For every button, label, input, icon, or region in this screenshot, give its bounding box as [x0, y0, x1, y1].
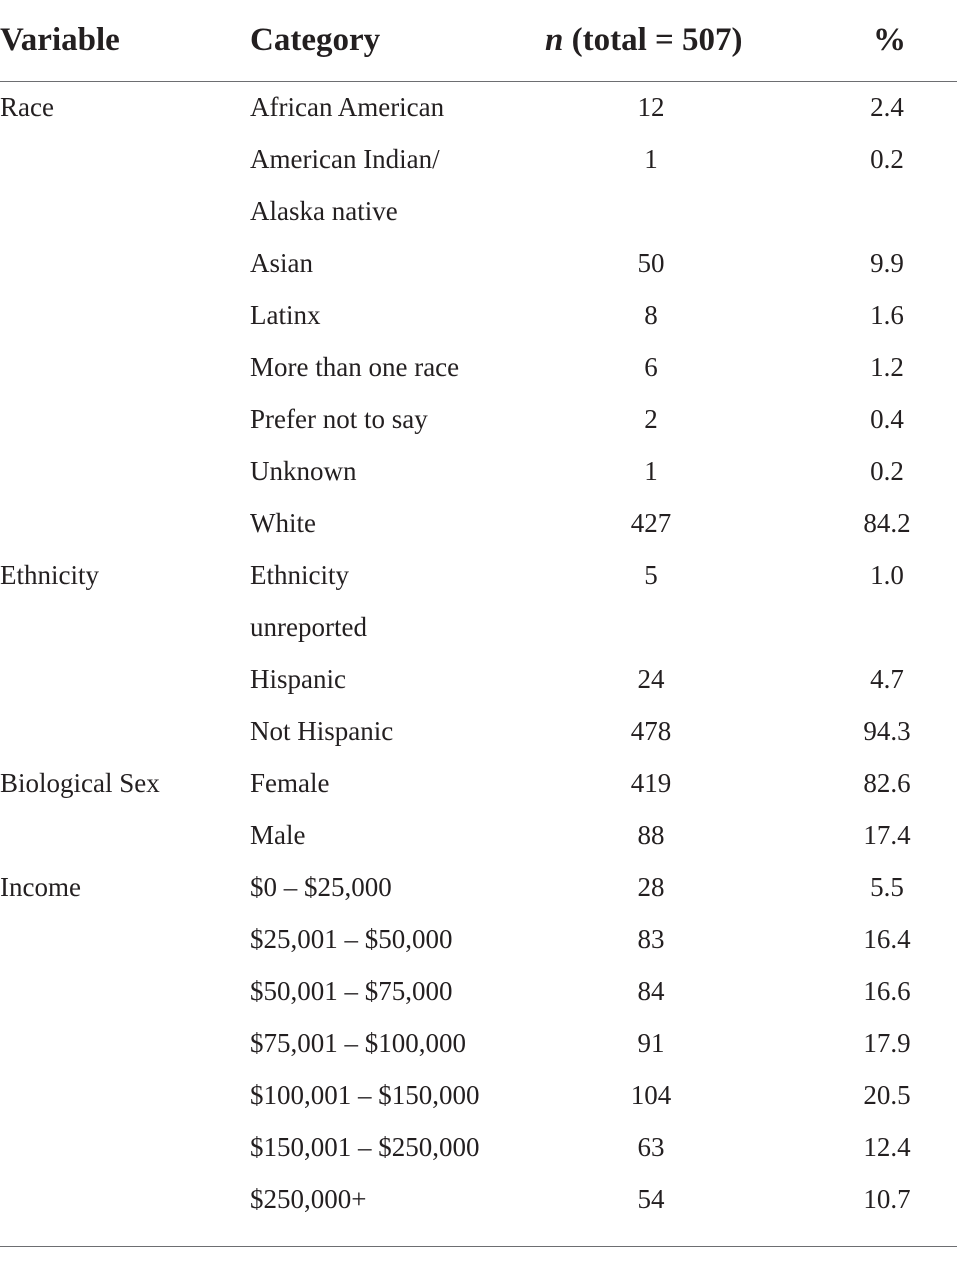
table-row — [0, 758, 957, 810]
cell-percent: 16.4 — [863, 924, 911, 954]
cell-percent: 17.4 — [863, 820, 911, 850]
cell-percent: 16.6 — [863, 976, 911, 1006]
header-n-rest: (total = 507) — [563, 22, 743, 58]
cell-n: 83 — [637, 924, 665, 954]
cell-n: 91 — [637, 1028, 665, 1058]
cell-n: 12 — [637, 92, 665, 122]
cell-n: 478 — [630, 716, 672, 746]
cell-percent: 1.2 — [870, 352, 904, 382]
cell-category: $250,000+ — [250, 1184, 367, 1214]
cell-n: 419 — [630, 768, 672, 798]
cell-variable: Biological Sex — [0, 768, 160, 798]
table-row — [0, 654, 957, 706]
cell-category: Latinx — [250, 300, 321, 330]
cell-category: Ethnicity unreported — [250, 560, 367, 642]
cell-category: Unknown — [250, 456, 357, 486]
table-row — [0, 238, 957, 290]
cell-percent: 0.4 — [870, 404, 904, 434]
header-n-italic: n — [545, 22, 564, 58]
cell-variable: Ethnicity — [0, 560, 99, 590]
cell-percent: 1.0 — [870, 560, 904, 590]
cell-category: American Indian/ Alaska native — [250, 144, 440, 226]
table-row — [0, 290, 957, 342]
header-n-total — [545, 20, 743, 60]
cell-percent: 94.3 — [863, 716, 911, 746]
table-row — [0, 498, 957, 550]
cell-category: $50,001 – $75,000 — [250, 976, 453, 1006]
cell-percent: 84.2 — [863, 508, 911, 538]
cell-percent: 5.5 — [870, 872, 904, 902]
cell-n: 427 — [630, 508, 672, 538]
cell-percent: 4.7 — [870, 664, 904, 694]
cell-n: 6 — [644, 352, 658, 382]
table-row — [0, 1174, 957, 1226]
cell-n: 2 — [644, 404, 658, 434]
cell-n: 84 — [637, 976, 665, 1006]
cell-category: $100,001 – $150,000 — [250, 1080, 480, 1110]
cell-category: $25,001 – $50,000 — [250, 924, 453, 954]
cell-n: 24 — [637, 664, 665, 694]
cell-percent: 10.7 — [863, 1184, 911, 1214]
table-row — [0, 394, 957, 446]
cell-n: 28 — [637, 872, 665, 902]
table-row — [0, 82, 957, 134]
cell-percent: 17.9 — [863, 1028, 911, 1058]
cell-category: Female — [250, 768, 330, 798]
table-row — [0, 810, 957, 862]
cell-n: 8 — [644, 300, 658, 330]
cell-n: 50 — [637, 248, 665, 278]
table-row — [0, 862, 957, 914]
table-row — [0, 1070, 957, 1122]
table-header-row — [0, 0, 957, 82]
table-bottom-rule — [0, 1246, 957, 1247]
cell-category: Asian — [250, 248, 313, 278]
cell-category: White — [250, 508, 316, 538]
cell-category: $0 – $25,000 — [250, 872, 392, 902]
cell-percent: 0.2 — [870, 144, 904, 174]
cell-category: $150,001 – $250,000 — [250, 1132, 480, 1162]
cell-category: Hispanic — [250, 664, 346, 694]
cell-category: More than one race — [250, 352, 460, 382]
table-row — [0, 134, 957, 238]
cell-n: 5 — [644, 560, 658, 590]
cell-variable: Income — [0, 872, 81, 902]
cell-percent: 12.4 — [863, 1132, 911, 1162]
cell-n: 88 — [637, 820, 665, 850]
header-category: Category — [250, 22, 381, 58]
cell-n: 54 — [637, 1184, 665, 1214]
cell-percent: 2.4 — [870, 92, 904, 122]
table-row — [0, 706, 957, 758]
cell-n: 104 — [630, 1080, 672, 1110]
header-percent: % — [873, 22, 906, 58]
table-row — [0, 966, 957, 1018]
header-variable: Variable — [0, 22, 120, 58]
cell-percent: 20.5 — [863, 1080, 911, 1110]
table-row — [0, 914, 957, 966]
cell-percent: 9.9 — [870, 248, 904, 278]
cell-n: 1 — [644, 144, 658, 174]
table-row — [0, 550, 957, 654]
cell-n: 1 — [644, 456, 658, 486]
cell-variable: Race — [0, 92, 54, 122]
table-row — [0, 1018, 957, 1070]
cell-category: Not Hispanic — [250, 716, 394, 746]
cell-category: African American — [250, 92, 445, 122]
cell-category: Prefer not to say — [250, 404, 428, 434]
table-row — [0, 342, 957, 394]
cell-percent: 1.6 — [870, 300, 904, 330]
cell-category: $75,001 – $100,000 — [250, 1028, 466, 1058]
cell-percent: 0.2 — [870, 456, 904, 486]
cell-category: Male — [250, 820, 306, 850]
table-row — [0, 1122, 957, 1174]
cell-n: 63 — [637, 1132, 665, 1162]
table-row — [0, 446, 957, 498]
cell-percent: 82.6 — [863, 768, 911, 798]
table-body — [0, 82, 957, 1226]
